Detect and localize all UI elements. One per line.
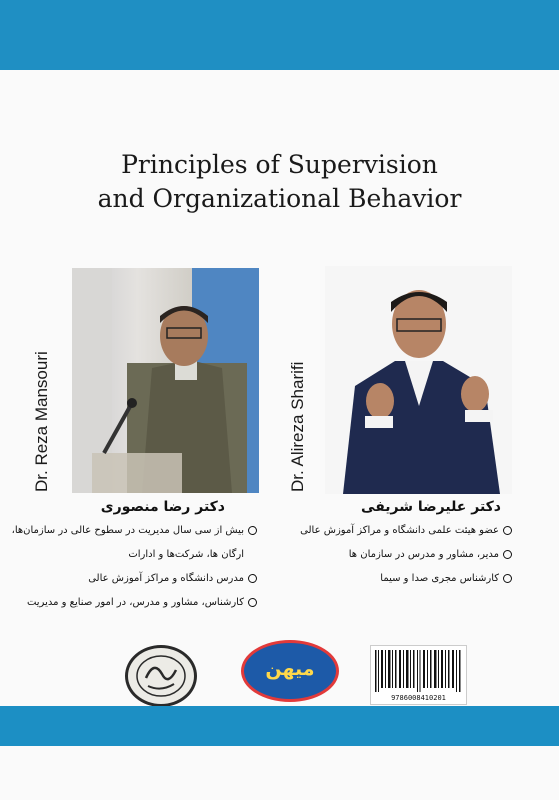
bio-item-text: مدیر، مشاور و مدرس در سازمان ها xyxy=(348,549,499,560)
bio-item-text: عضو هیئت علمی دانشگاه و مراکز آموزش عالی xyxy=(300,525,499,536)
author-name-fa-sharifi: دکتر علیرضا شریفی xyxy=(361,499,501,515)
book-title xyxy=(0,148,559,216)
author-photo-mansouri xyxy=(72,268,259,493)
publisher-seal-icon xyxy=(125,645,197,707)
barcode-bars xyxy=(371,648,466,694)
bio-item xyxy=(300,570,512,594)
bio-item xyxy=(300,522,512,546)
title-line-2: and Organizational Behavior xyxy=(97,184,462,213)
bio-item-continuation xyxy=(12,546,257,570)
bullet-circle-icon xyxy=(248,574,257,583)
bio-item-text: کارشناس، مشاور و مدرس، در امور صنایع و مدیریت xyxy=(26,597,244,608)
publisher-seal-graphic xyxy=(128,648,194,704)
author-name-en-mansouri: Dr. Reza Mansouri xyxy=(32,351,51,492)
bullet-circle-icon xyxy=(503,574,512,583)
barcode-number: 9786008410201 xyxy=(391,694,446,702)
author-bio-sharifi xyxy=(300,522,512,594)
bio-item-text: کارشناس مجری صدا و سیما xyxy=(380,573,499,584)
title-line-1: Principles of Supervision xyxy=(121,150,438,179)
author-bio-mansouri xyxy=(12,522,257,618)
barcode-icon xyxy=(370,645,467,705)
bio-item-text: ارگان ها، شرکت‌ها و ادارات xyxy=(128,549,244,560)
bullet-circle-icon xyxy=(248,526,257,535)
author-name-en-sharifi: Dr. Alireza Sharifi xyxy=(288,361,307,492)
bio-item xyxy=(12,570,257,594)
bullet-circle-icon xyxy=(503,550,512,559)
bio-item-text: مدرس دانشگاه و مراکز آموزش عالی xyxy=(88,573,244,584)
bio-item xyxy=(12,522,257,546)
bullet-circle-icon xyxy=(503,526,512,535)
bio-item xyxy=(300,546,512,570)
bio-item xyxy=(12,594,257,618)
author-name-fa-mansouri: دکتر رضا منصوری xyxy=(100,499,225,515)
author-photo-sharifi-illustration xyxy=(325,266,512,494)
top-color-band xyxy=(0,0,559,70)
bio-item-text: بیش از سی سال مدیریت در سطوح عالی در سازمان‌ها، xyxy=(11,525,244,536)
bullet-circle-icon xyxy=(248,598,257,607)
bottom-color-band xyxy=(0,706,559,746)
publisher-logo-icon: میهن xyxy=(241,640,339,702)
author-photo-mansouri-illustration xyxy=(72,268,259,493)
author-photo-sharifi xyxy=(325,266,512,494)
